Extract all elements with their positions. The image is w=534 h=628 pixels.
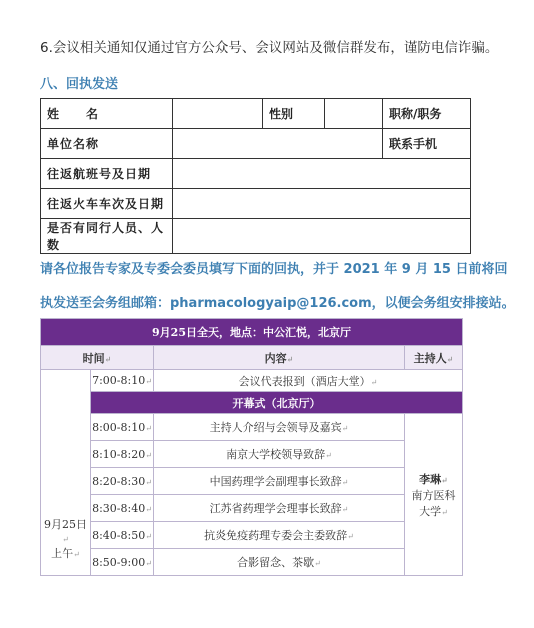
content-cell: 南京大学校领导致辞↵ [154, 441, 405, 468]
host-cell [405, 414, 463, 576]
host-org-line-2: 大学↵ [419, 504, 448, 518]
phone-label: 联系手机 [383, 129, 471, 159]
time-cell: 7:00-8:10↵ [91, 370, 154, 392]
day-label-period: 上午↵ [51, 547, 80, 560]
schedule-column-row [41, 346, 463, 370]
content-cell: 主持人介绍与会领导及嘉宾↵ [154, 414, 405, 441]
schedule-row [41, 370, 463, 392]
flight-field[interactable] [173, 159, 471, 189]
receipt-row-train [41, 189, 471, 219]
gender-field[interactable] [325, 99, 383, 129]
schedule-header-row [41, 319, 463, 346]
instruction-line-1: 请各位报告专家及专委会委员填写下面的回执，并于 2021 年 9 月 15 日前将回 [40, 262, 508, 277]
column-content: 内容↵ [154, 346, 405, 370]
time-cell: 8:40-8:50↵ [91, 522, 154, 549]
time-cell: 8:50-9:00↵ [91, 549, 154, 576]
name-field[interactable] [173, 99, 263, 129]
receipt-row-unit [41, 129, 471, 159]
receipt-row-name [41, 99, 471, 129]
train-field[interactable] [173, 189, 471, 219]
notice-text: 6.会议相关通知仅通过官方公众号、会议网站及微信群发布，谨防电信诈骗。 [40, 40, 499, 56]
column-time: 时间↵ [41, 346, 154, 370]
receipt-row-flight [41, 159, 471, 189]
day-label-date: 9月25日↵ [44, 518, 87, 544]
opening-banner: 开幕式（北京厅） [91, 392, 463, 414]
schedule-header: 9月25日全天，地点：中公汇悦，北京厅 [41, 319, 463, 346]
time-cell: 8:00-8:10↵ [91, 414, 154, 441]
title-label: 职称/职务 [383, 99, 471, 129]
schedule-row [41, 549, 463, 576]
content-cell: 中国药理学会副理事长致辞↵ [154, 468, 405, 495]
schedule-row [41, 495, 463, 522]
schedule-row [41, 468, 463, 495]
unit-label: 单位名称 [41, 129, 173, 159]
schedule-row [41, 414, 463, 441]
content-cell: 合影留念、茶歇↵ [154, 549, 405, 576]
opening-row [41, 392, 463, 414]
unit-field[interactable] [173, 129, 383, 159]
train-label: 往返火车车次及日期 [41, 189, 173, 219]
companion-label: 是否有同行人员、人数 [41, 219, 173, 254]
schedule-table [40, 318, 463, 576]
time-cell: 8:10-8:20↵ [91, 441, 154, 468]
schedule-row [41, 522, 463, 549]
instruction-line-2: 执发送至会务组邮箱：pharmacologyaip@126.com，以便会务组安排接站。 [40, 296, 515, 311]
section-title: 八、回执发送 [40, 77, 119, 92]
gender-label: 性别 [263, 99, 325, 129]
time-cell: 8:20-8:30↵ [91, 468, 154, 495]
name-label: 姓 名 [41, 99, 173, 129]
companion-field[interactable] [173, 219, 471, 254]
flight-label: 往返航班号及日期 [41, 159, 173, 189]
receipt-form-table [40, 98, 471, 254]
column-host: 主持人↵ [405, 346, 463, 370]
time-cell: 8:30-8:40↵ [91, 495, 154, 522]
host-name: 李琳↵ [419, 472, 448, 486]
schedule-row [41, 441, 463, 468]
content-cell: 会议代表报到（酒店大堂）↵ [154, 370, 463, 392]
host-org-line-1: 南方医科 [411, 488, 456, 502]
day-cell [41, 370, 91, 576]
content-cell: 抗炎免疫药理专委会主委致辞↵ [154, 522, 405, 549]
content-cell: 江苏省药理学会理事长致辞↵ [154, 495, 405, 522]
receipt-row-companion [41, 219, 471, 254]
